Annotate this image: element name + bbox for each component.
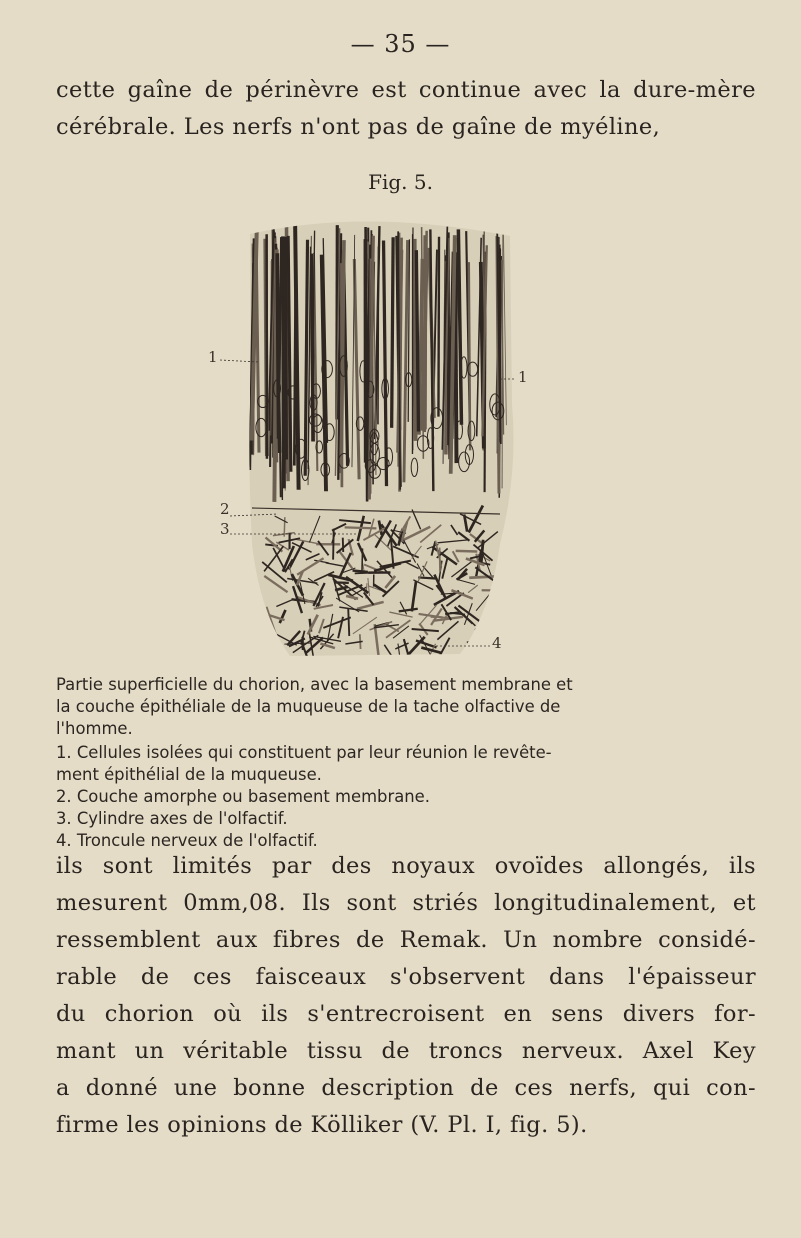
text-line: a donné une bonne description de ces nerfs, qui con- [56, 1075, 756, 1101]
figure-label-1-left: 1 [208, 348, 218, 366]
legend-line: 1. Cellules isolées qui constituent par leur réunion le revête- [56, 743, 552, 762]
text-line: mesurent 0mm,08. Ils sont striés longitudinalement, et [56, 890, 756, 916]
nerve-hatch [462, 653, 477, 654]
figure-caption [56, 674, 756, 852]
legend-line: 2. Couche amorphe ou basement membrane. [56, 787, 430, 806]
nerve-hatch [348, 608, 349, 636]
text-line: du chorion où ils s'entrecroisent en sens divers for- [56, 1001, 756, 1027]
intro-text [56, 72, 756, 146]
nerve-hatch [333, 529, 334, 560]
legend-line: 3. Cylindre axes de l'olfactif. [56, 809, 288, 828]
cell-stroke [438, 237, 439, 417]
cell-stroke [294, 256, 296, 466]
text-line: rable de ces faisceaux s'observent dans l'épaisseur [56, 964, 756, 990]
page-number: — 35 — [350, 30, 451, 58]
caption-legend [56, 742, 756, 852]
caption-line: la couche épithéliale de la muqueuse de la tache olfactive de [56, 697, 561, 716]
cell-stroke [392, 237, 393, 428]
text-line: cérébrale. Les nerfs n'ont pas de gaîne de myéline, [56, 114, 661, 140]
figure-title: Fig. 5. [368, 170, 433, 194]
nerve-hatch [353, 570, 368, 571]
nerve-hatch [475, 629, 487, 638]
text-line: ils sont limités par des noyaux ovoïdes allongés, ils [56, 853, 756, 879]
text-line: mant un véritable tissu de troncs nerveux. Axel Key [56, 1038, 756, 1064]
cell-stroke [283, 236, 284, 452]
nerve-hatch [469, 576, 497, 577]
text-line: cette gaîne de périnèvre est continue avec la dure-mère [56, 77, 756, 103]
figure-label-3: 3 [220, 520, 230, 538]
cell-stroke [416, 250, 418, 431]
legend-line: 4. Troncule nerveux de l'olfactif. [56, 831, 318, 850]
histology-illustration [200, 214, 530, 664]
text-line: ressemblent aux fibres de Remak. Un nombre considé- [56, 927, 756, 953]
nerve-hatch [456, 551, 478, 552]
body-paragraph [56, 848, 756, 1144]
epithelium-drawing [200, 214, 530, 664]
legend-line: ment épithélial de la muqueuse. [56, 765, 322, 784]
caption-heading [56, 674, 756, 740]
figure-label-2: 2 [220, 500, 230, 518]
figure-label-1-right: 1 [518, 368, 528, 386]
caption-line: Partie superficielle du chorion, avec la basement membrane et [56, 675, 573, 694]
caption-line: l'homme. [56, 719, 133, 738]
figure-label-4: 4 [492, 634, 502, 652]
nerve-hatch [481, 540, 483, 562]
text-line: firme les opinions de Kölliker (V. Pl. I, fig. 5). [56, 1112, 588, 1138]
